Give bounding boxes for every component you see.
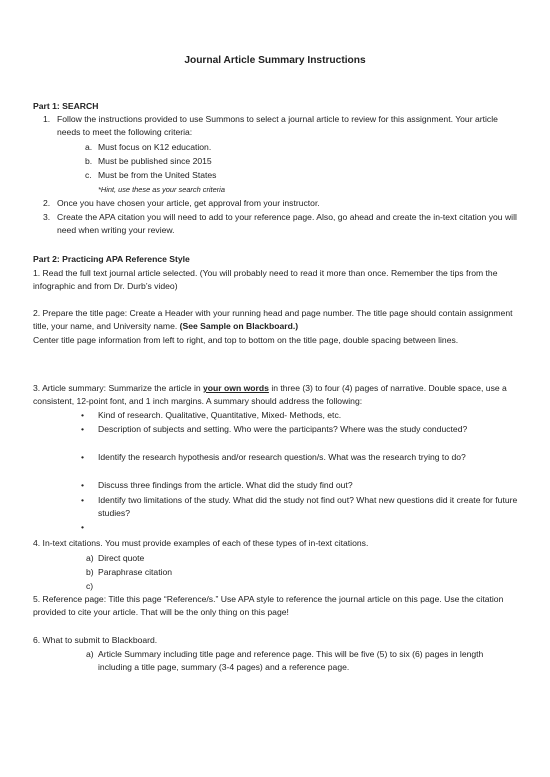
item-text: Kind of research. Qualitative, Quantitative, Mixed- Methods, etc. [98, 410, 342, 420]
item-text: Must be from the United States [98, 170, 217, 180]
item-number: b) [86, 567, 94, 577]
bullet-icon: • [81, 410, 85, 420]
step-3-pre: 3. Article summary: Summarize the article in [33, 383, 201, 393]
item-number: c) [86, 581, 94, 591]
item-text: Description of subjects and setting. Who were the participants? Where was the study conducted? [98, 424, 468, 434]
search-hint: *Hint, use these as your search criteria [98, 185, 225, 194]
item-number: 3. [43, 212, 51, 222]
part1-heading: Part 1: SEARCH [33, 101, 99, 111]
list-item [43, 113, 517, 139]
criteria-item [85, 155, 518, 168]
step-1-text: 1. Read the full text journal article selected. (You will probably need to read it more than once. Remember the tips from the infographic and from Dr. Durb’s video) [33, 268, 498, 291]
list-item [81, 451, 518, 464]
item-text: Identify the research hypothesis and/or research question/s. What was the research trying to do? [98, 452, 466, 462]
item-text: Once you have chosen your article, get approval from your instructor. [57, 198, 320, 208]
page-title: Journal Article Summary Instructions [184, 55, 366, 66]
bullet-icon: • [81, 424, 85, 434]
item-text: Must be published since 2015 [98, 156, 212, 166]
list-item [81, 494, 518, 520]
item-text: Follow the instructions provided to use Summons to select a journal article to review for this assignment. Your article needs to meet the following criteria: [57, 114, 498, 137]
list-item [81, 423, 518, 436]
item-number: a. [85, 142, 93, 152]
item-number: a) [86, 553, 94, 563]
item-number: a) [86, 649, 94, 659]
criteria-item [85, 141, 518, 154]
step-2-text [33, 307, 523, 333]
list-item [81, 479, 518, 492]
item-number: b. [85, 156, 93, 166]
bullet-icon: • [81, 522, 85, 532]
item-number: c. [85, 170, 92, 180]
list-item [81, 409, 518, 422]
bullet-icon: • [81, 480, 85, 490]
step-5-text: 5. Reference page: Title this page “Reference/s.” Use APA style to reference the journal article on this page. Use the citation provided to cite your article. That will be the only thing on this page! [33, 594, 504, 617]
step-6-text: 6. What to submit to Blackboard. [33, 635, 158, 645]
step-3-text [33, 382, 523, 408]
item-text: Identify two limitations of the study. What did the study not find out? What new questions did it create for future studies? [98, 495, 518, 518]
list-item [43, 211, 517, 237]
item-text: Discuss three findings from the article. What did the study find out? [98, 480, 353, 490]
citation-item [86, 552, 518, 565]
step-3-post: in three (3) to four (4) pages of narrative. Double space, use a consistent, 12-point font, and 1 inch margins. A summary should address the following: [33, 383, 507, 406]
step-2-extra: Center title page information from left to right, and top to bottom on the title page, double spacing between lines. [33, 335, 459, 345]
item-text: Must focus on K12 education. [98, 142, 212, 152]
item-text: Direct quote [98, 553, 145, 563]
item-text: Article Summary including title page and reference page. This will be five (5) to six (6) pages in length including a title page, summary (3-4 pages) and a reference page. [98, 649, 484, 672]
own-words-emphasis: your own words [203, 383, 269, 393]
sample-note: (See Sample on Blackboard.) [179, 321, 299, 331]
criteria-item [85, 169, 518, 182]
citation-item [86, 566, 518, 579]
list-item [43, 197, 517, 210]
bullet-icon: • [81, 452, 85, 462]
item-number: 2. [43, 198, 51, 208]
item-number: 1. [43, 114, 51, 124]
submit-item [86, 648, 518, 674]
item-text: Paraphrase citation [98, 567, 173, 577]
step-2-main: 2. Prepare the title page: Create a Header with your running head and page number. The title page should contain assignment title, your name, and University name. [33, 308, 513, 331]
step-4-text: 4. In-text citations. You must provide examples of each of these types of in-text citations. [33, 538, 369, 548]
part2-heading: Part 2: Practicing APA Reference Style [33, 254, 190, 264]
bullet-icon: • [81, 495, 85, 505]
item-text: Create the APA citation you will need to add to your reference page. Also, go ahead and create the in-text citation you will need when writing your review. [57, 212, 517, 235]
